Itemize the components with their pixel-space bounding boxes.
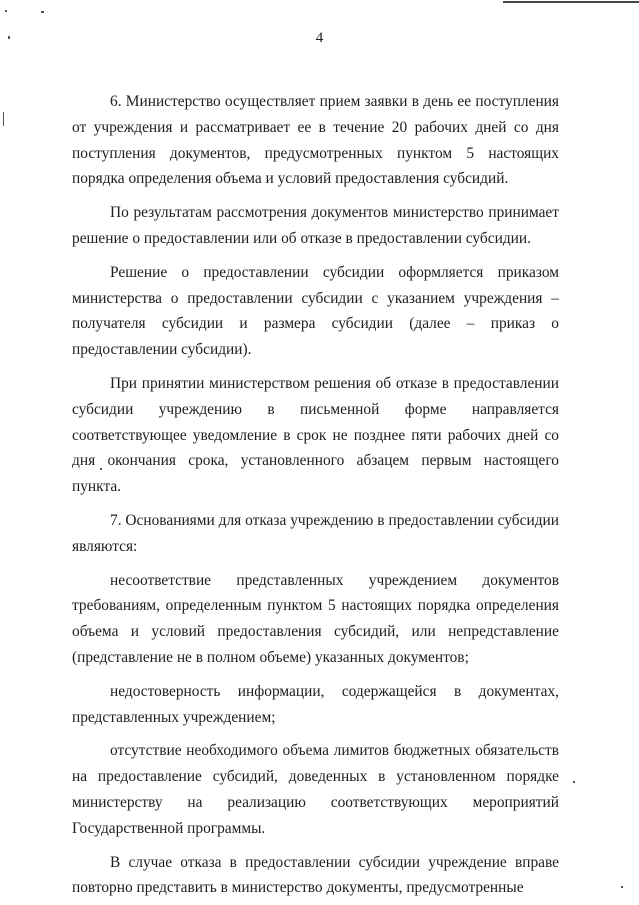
document-body [72,89,559,901]
paragraph-6: несоответствие представленных учреждением документов требованиям, определенным пунктом 5 настоящих порядка определения объема и условий предоставления субсидий, или непредставление (представление не в полном объеме) указанных документов; [72,571,559,666]
paragraph-8: отсутствие необходимого объема лимитов бюджетных обязательств на предоставление субсидий, доведенных в установленном порядке министерству на реализацию соответствующих мероприятий Государственной программы. [72,742,559,837]
scan-speck [5,10,7,12]
scan-edge-line [503,1,639,3]
scan-speck [41,11,44,13]
paragraph-4: При принятии министерством решения об отказе в предоставлении субсидии учреждению в письменной форме направляется соответствующее уведомление в срок не позднее пяти рабочих дней со дня окончания срока, установленного абзацем первым настоящего пункта. [72,374,559,496]
paragraph-5: 7. Основаниями для отказа учреждению в предоставлении субсидии являются: [72,511,559,555]
paragraph-1: 6. Министерство осуществляет прием заявки в день ее поступления от учреждения и рассматривает ее в течение 20 рабочих дней со дня поступления документов, предусмотренных пунктом 5 настоящих порядка определения объема и условий предоставления субсидий. [72,93,559,188]
paragraph-3: Решение о предоставлении субсидии оформляется приказом министерства о предоставлении субсидии с указанием учреждения – получателя субсидии и размера субсидии (далее – приказ о предоставлении субсидии). [72,263,559,359]
page-number: 4 [315,30,324,46]
paragraph-7: недостоверность информации, содержащейся в документах, представленных учреждением; [72,682,559,726]
paragraph-2: По результатам рассмотрения документов министерство принимает решение о предоставлении или об отказе в предоставлении субсидии. [72,204,559,247]
scan-speck [3,112,4,126]
paragraph-9: В случае отказа в предоставлении субсидии учреждение вправе повторно представить в министерство документы, предусмотренные [72,853,559,897]
scan-speck [621,886,623,888]
scan-speck [573,781,575,783]
